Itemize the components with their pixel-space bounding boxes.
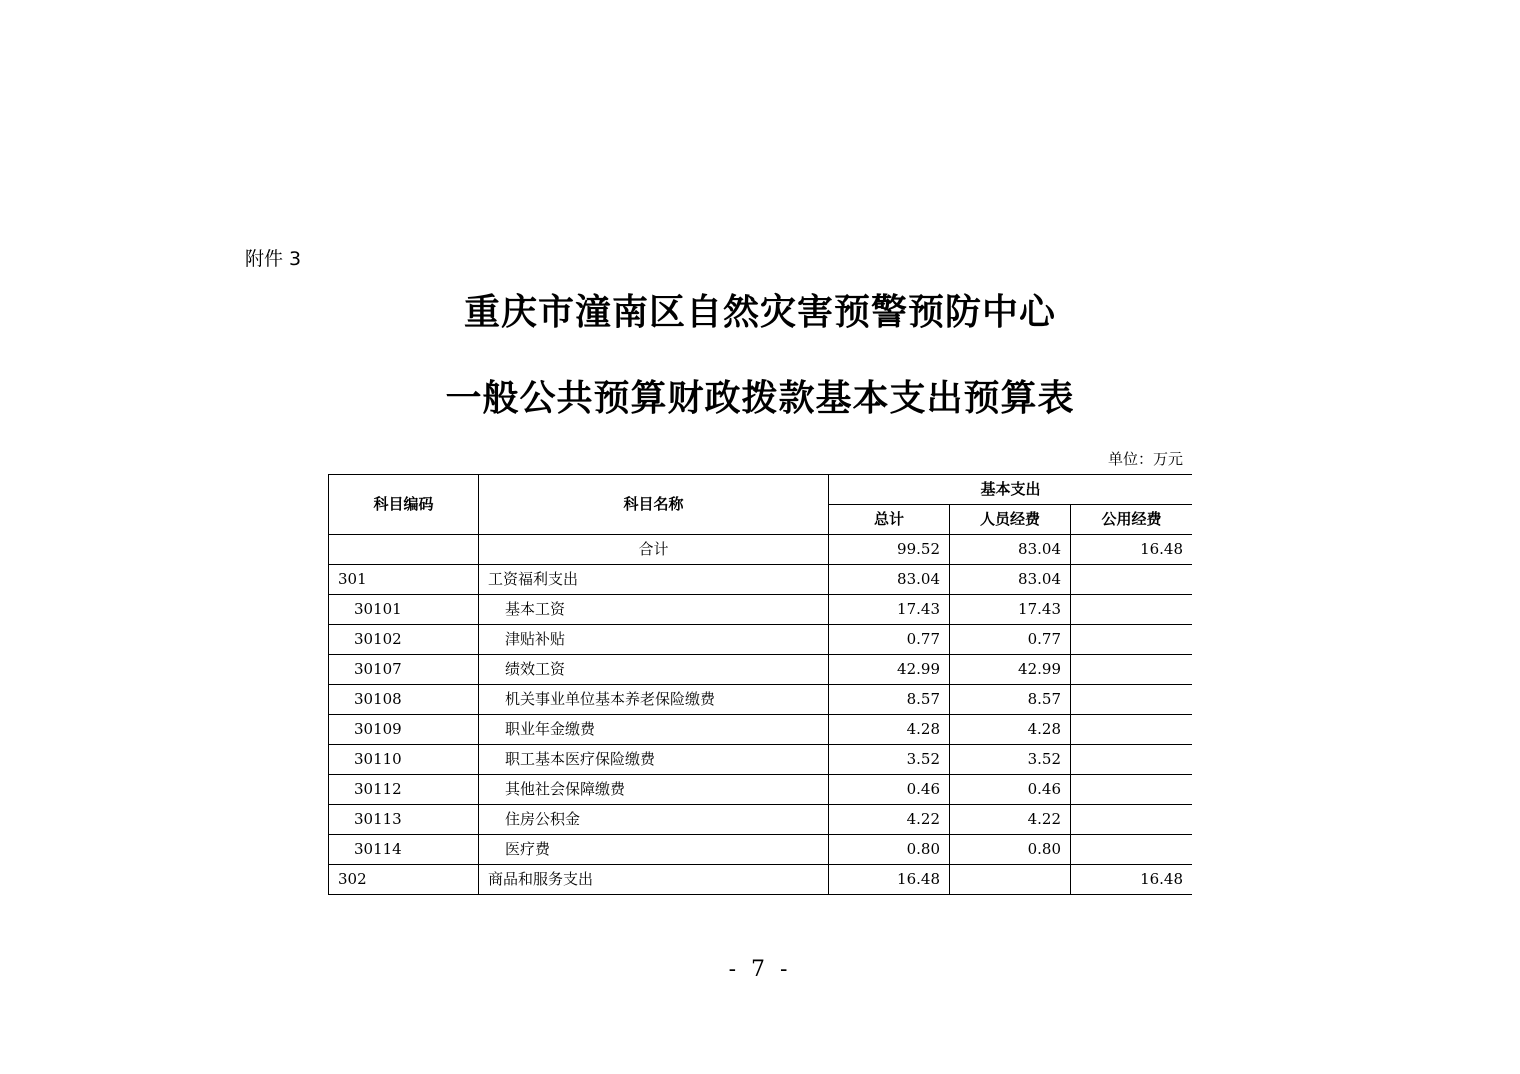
cell-public: [1071, 835, 1193, 865]
cell-total: 0.77: [829, 625, 950, 655]
cell-total: 17.43: [829, 595, 950, 625]
cell-public: [1071, 745, 1193, 775]
cell-total: 0.80: [829, 835, 950, 865]
cell-personnel: 0.80: [950, 835, 1071, 865]
header-total: 总计: [829, 505, 950, 535]
cell-total: 4.28: [829, 715, 950, 745]
cell-name: 商品和服务支出: [479, 865, 829, 895]
cell-total: 8.57: [829, 685, 950, 715]
cell-personnel: 83.04: [950, 565, 1071, 595]
cell-name: 工资福利支出: [479, 565, 829, 595]
table-body: [329, 535, 1193, 895]
cell-public: [1071, 655, 1193, 685]
cell-personnel: 42.99: [950, 655, 1071, 685]
header-row-1: [329, 475, 1193, 505]
page-number: - 7 -: [728, 957, 792, 982]
cell-code: 30102: [329, 625, 479, 655]
cell-total: 83.04: [829, 565, 950, 595]
table-row: [329, 775, 1193, 805]
cell-total: 3.52: [829, 745, 950, 775]
cell-name: 职工基本医疗保险缴费: [479, 745, 829, 775]
table-row: [329, 595, 1193, 625]
header-basic-expenditure: 基本支出: [829, 475, 1193, 505]
cell-public: [1071, 565, 1193, 595]
table-row: [329, 685, 1193, 715]
cell-personnel: 0.46: [950, 775, 1071, 805]
attachment-label: 附件 3: [245, 248, 302, 270]
cell-code: 30101: [329, 595, 479, 625]
cell-public: [1071, 625, 1193, 655]
document-title-line-1: 重庆市潼南区自然灾害预警预防中心: [463, 292, 1056, 333]
table-row: [329, 565, 1193, 595]
cell-code: 30109: [329, 715, 479, 745]
cell-public: 16.48: [1071, 535, 1193, 565]
document-title-line-2: 一般公共预算财政拨款基本支出预算表: [445, 378, 1075, 419]
cell-name: 职业年金缴费: [479, 715, 829, 745]
cell-name: 基本工资: [479, 595, 829, 625]
cell-total: 0.46: [829, 775, 950, 805]
cell-code: [329, 535, 479, 565]
unit-label: 单位：万元: [1107, 450, 1183, 468]
cell-personnel: 8.57: [950, 685, 1071, 715]
header-personnel: 人员经费: [950, 505, 1071, 535]
cell-code: 301: [329, 565, 479, 595]
cell-code: 30112: [329, 775, 479, 805]
cell-total: 99.52: [829, 535, 950, 565]
table-row: [329, 805, 1193, 835]
cell-name: 机关事业单位基本养老保险缴费: [479, 685, 829, 715]
table-row: [329, 715, 1193, 745]
cell-personnel: 83.04: [950, 535, 1071, 565]
table-row: [329, 745, 1193, 775]
cell-name: 绩效工资: [479, 655, 829, 685]
cell-name: 津贴补贴: [479, 625, 829, 655]
cell-personnel: 4.28: [950, 715, 1071, 745]
header-name: 科目名称: [479, 475, 829, 535]
cell-code: 302: [329, 865, 479, 895]
cell-total: 16.48: [829, 865, 950, 895]
cell-code: 30113: [329, 805, 479, 835]
cell-code: 30114: [329, 835, 479, 865]
budget-table: [328, 474, 1192, 895]
cell-public: [1071, 715, 1193, 745]
cell-name: 住房公积金: [479, 805, 829, 835]
cell-code: 30110: [329, 745, 479, 775]
cell-public: 16.48: [1071, 865, 1193, 895]
cell-personnel: 3.52: [950, 745, 1071, 775]
table-row: [329, 625, 1193, 655]
cell-personnel: 17.43: [950, 595, 1071, 625]
cell-personnel: 4.22: [950, 805, 1071, 835]
table-row: [329, 535, 1193, 565]
cell-code: 30108: [329, 685, 479, 715]
cell-name: 其他社会保障缴费: [479, 775, 829, 805]
cell-personnel: 0.77: [950, 625, 1071, 655]
header-public: 公用经费: [1071, 505, 1193, 535]
cell-name: 合计: [479, 535, 829, 565]
cell-total: 42.99: [829, 655, 950, 685]
cell-public: [1071, 595, 1193, 625]
cell-name: 医疗费: [479, 835, 829, 865]
cell-total: 4.22: [829, 805, 950, 835]
cell-public: [1071, 775, 1193, 805]
cell-public: [1071, 805, 1193, 835]
table-row: [329, 835, 1193, 865]
table-row: [329, 655, 1193, 685]
cell-personnel: [950, 865, 1071, 895]
cell-code: 30107: [329, 655, 479, 685]
budget-table-container: [328, 474, 1192, 900]
cell-public: [1071, 685, 1193, 715]
header-code: 科目编码: [329, 475, 479, 535]
table-row: [329, 865, 1193, 895]
